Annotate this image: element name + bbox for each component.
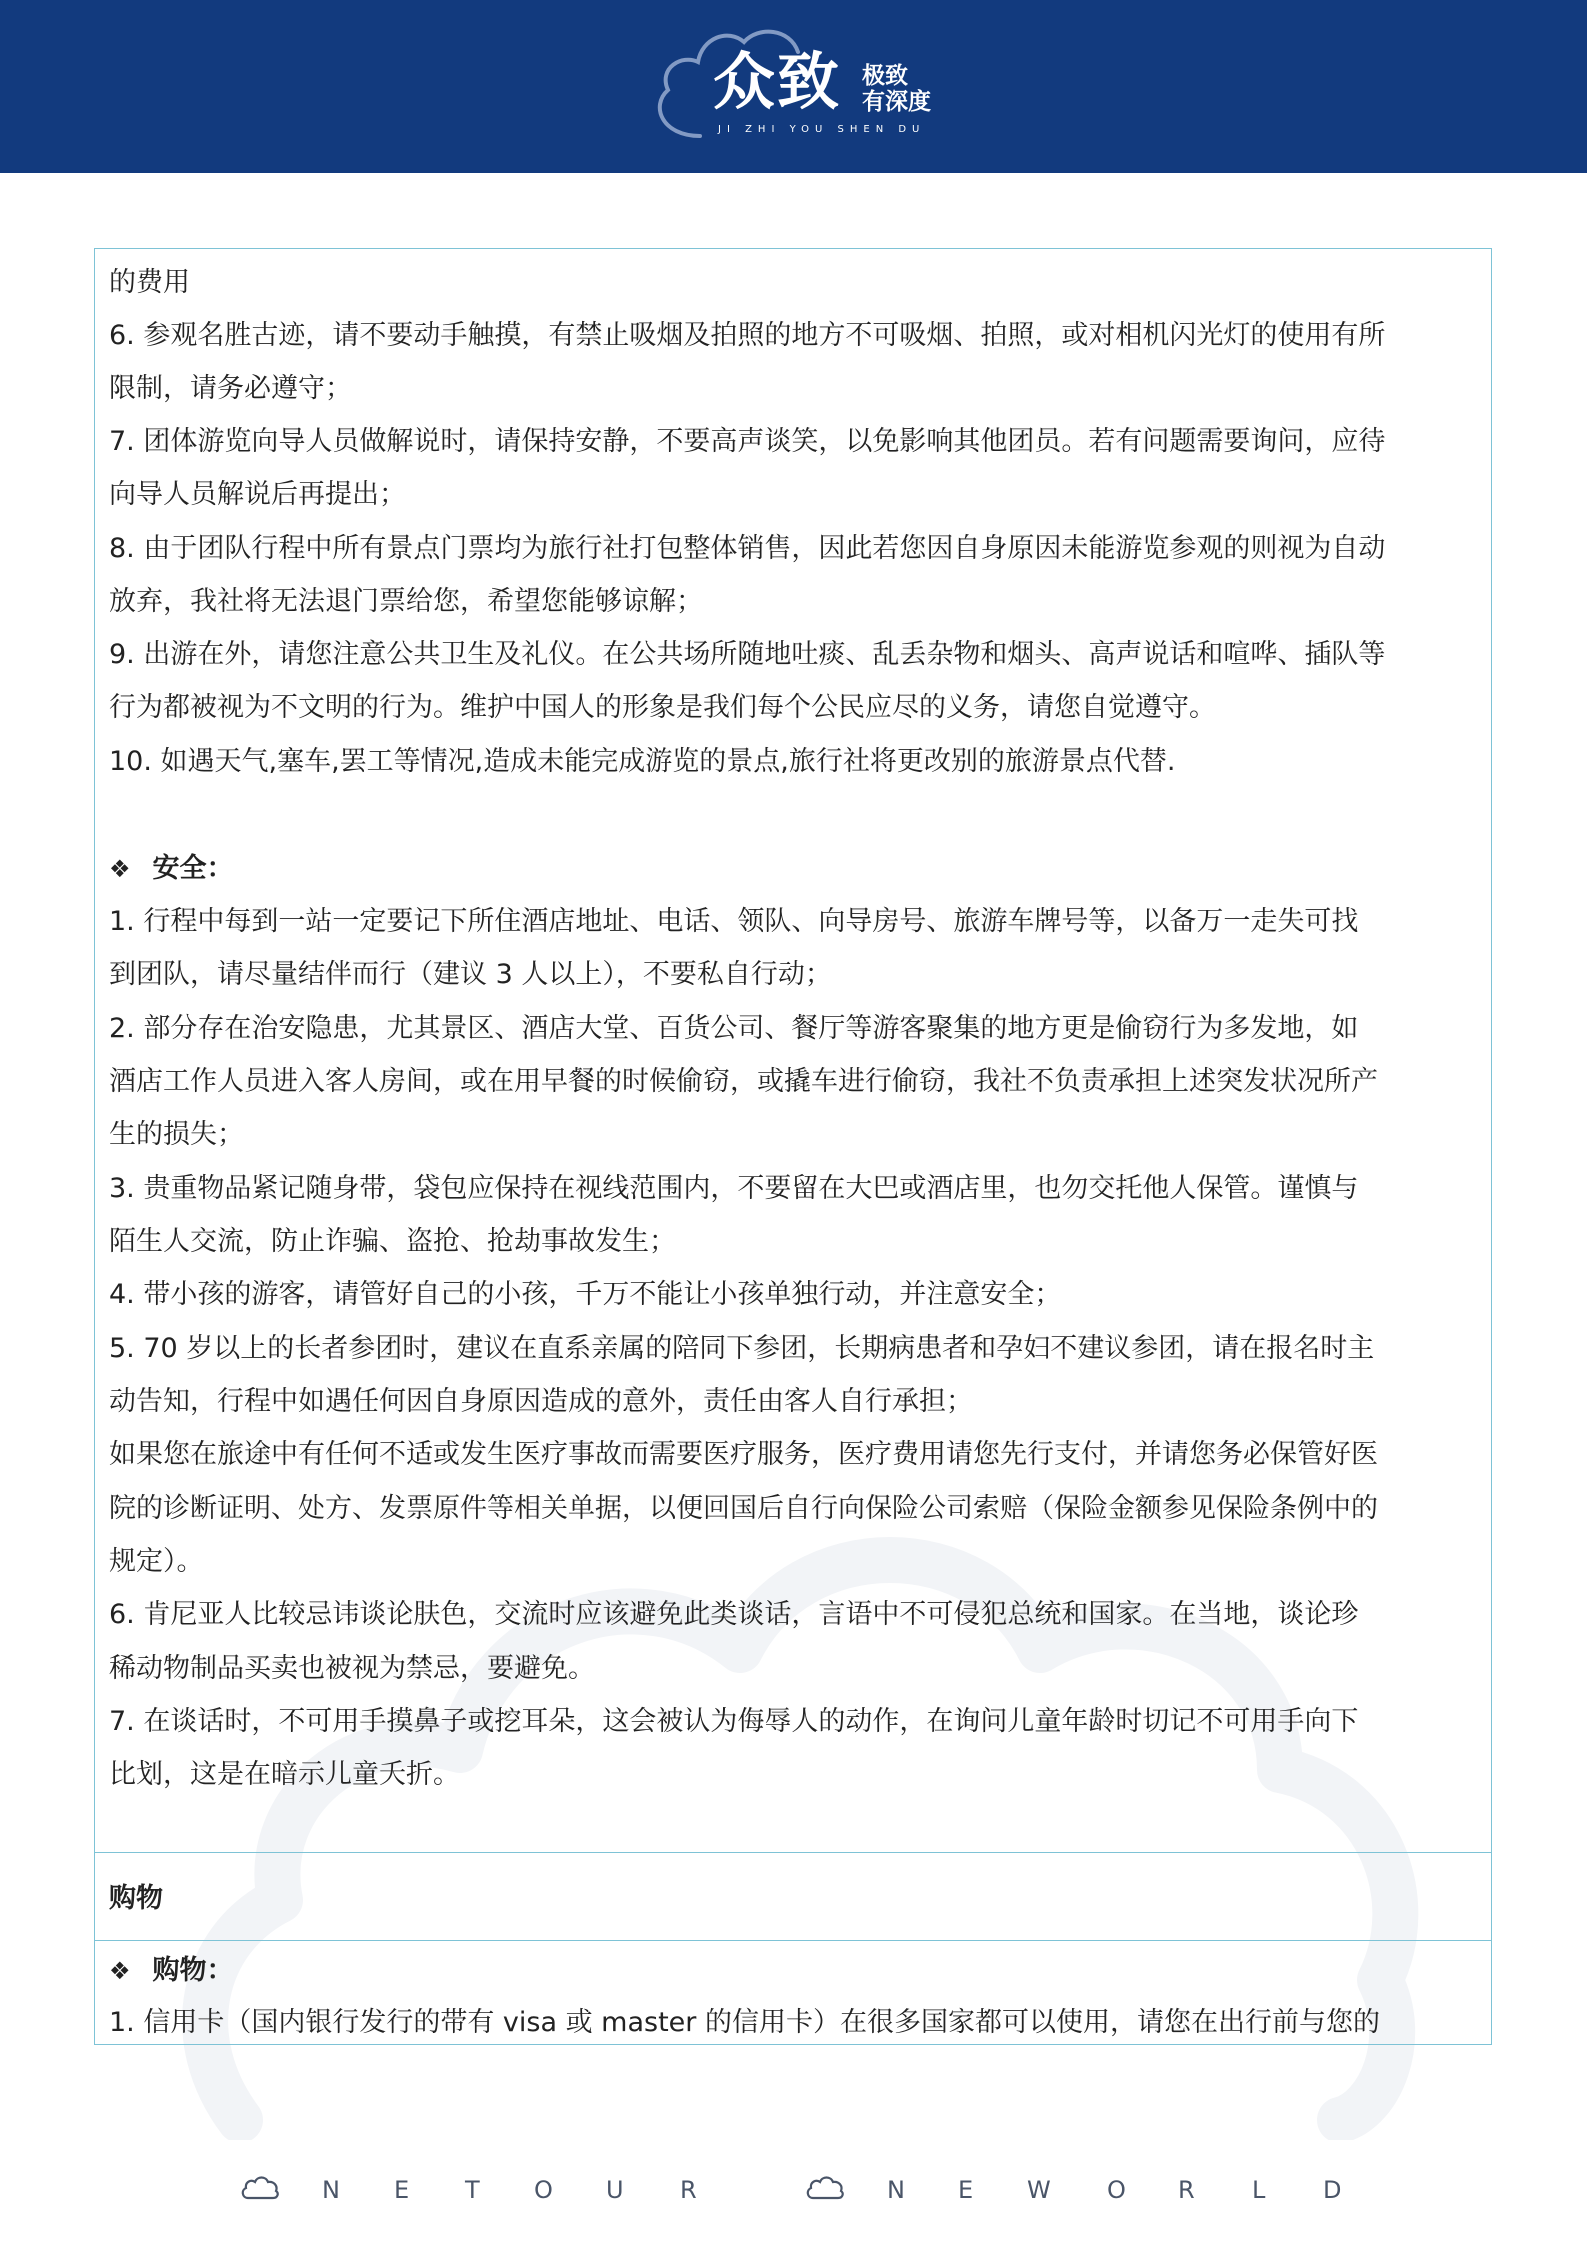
text-line: 4. 带小孩的游客，请管好自己的小孩，千万不能让小孩单独行动，并注意安全； — [109, 1279, 1062, 1310]
shopping-heading — [109, 1955, 234, 1987]
text-line: 规定）。 — [109, 1546, 204, 1577]
footer-letter: N — [322, 2176, 340, 2204]
text-line: 动告知，行程中如遇任何因自身原因造成的意外，责任由客人自行承担； — [109, 1386, 973, 1417]
footer-letter: U — [606, 2176, 624, 2204]
row-divider — [95, 1940, 1491, 1941]
content-table — [94, 248, 1492, 2045]
footer-letter: O — [534, 2176, 553, 2204]
text-line: 限制，请务必遵守； — [109, 373, 352, 404]
shopping-section-title: 购物 — [109, 1883, 163, 1914]
text-line: 5. 70 岁以上的长者参团时，建议在直系亲属的陪同下参团，长期病患者和孕妇不建议参团，请在报名时主 — [109, 1333, 1375, 1364]
brand-logo — [640, 18, 960, 158]
text-line: 放弃，我社将无法退门票给您，希望您能够谅解； — [109, 586, 703, 617]
diamond-bullet-icon: ❖ — [109, 855, 131, 883]
footer-letter: W — [1027, 2176, 1051, 2204]
footer-letter: E — [958, 2176, 974, 2204]
text-line: 生的损失； — [109, 1119, 244, 1150]
footer-letter: N — [887, 2176, 905, 2204]
footer-letter: L — [1252, 2176, 1266, 2204]
row-divider — [95, 1852, 1491, 1853]
text-line: 稀动物制品买卖也被视为禁忌，要避免。 — [109, 1653, 595, 1684]
logo-main-text: 众致 — [713, 45, 842, 118]
footer-letter: E — [394, 2176, 410, 2204]
text-line: 6. 肯尼亚人比较忌讳谈论肤色，交流时应该避免此类谈话，言语中不可侵犯总统和国家。在当地，谈论珍 — [109, 1599, 1359, 1630]
footer-letter: O — [1107, 2176, 1126, 2204]
text-line: 如果您在旅途中有任何不适或发生医疗事故而需要医疗服务，医疗费用请您先行支付，并请您务必保管好医 — [109, 1439, 1378, 1470]
text-line: 的费用 — [109, 267, 190, 298]
text-line: 1. 行程中每到一站一定要记下所住酒店地址、电话、领队、向导房号、旅游车牌号等，以备万一走失可找 — [109, 906, 1359, 937]
text-line: 到团队，请尽量结伴而行（建议 3 人以上），不要私自行动； — [109, 959, 832, 990]
page-footer — [0, 2160, 1587, 2220]
page-header — [0, 0, 1587, 173]
text-line: 比划，这是在暗示儿童夭折。 — [109, 1759, 460, 1790]
cloud-icon — [805, 2174, 845, 2202]
footer-letter: D — [1323, 2176, 1342, 2204]
cloud-icon — [240, 2174, 280, 2202]
footer-letter: R — [680, 2176, 697, 2204]
shopping-heading-label: 购物： — [152, 1955, 234, 1986]
logo-slogan-bottom: 有深度 — [862, 89, 931, 115]
footer-letter: T — [465, 2176, 480, 2204]
text-line: 院的诊断证明、处方、发票原件等相关单据，以便回国后自行向保险公司索赔（保险金额参见保险条例中的 — [109, 1493, 1378, 1524]
text-line: 2. 部分存在治安隐患，尤其景区、酒店大堂、百货公司、餐厅等游客聚集的地方更是偷窃行为多发地，如 — [109, 1013, 1359, 1044]
logo-slogan-top: 极致 — [862, 63, 908, 89]
text-line: 酒店工作人员进入客人房间，或在用早餐的时候偷窃，或撬车进行偷窃，我社不负责承担上述突发状况所产 — [109, 1066, 1378, 1097]
logo-slogan — [862, 63, 942, 115]
text-line: 向导人员解说后再提出； — [109, 479, 406, 510]
logo-pinyin: JI ZHI YOU SHEN DU — [718, 124, 926, 135]
text-line: 1. 信用卡（国内银行发行的带有 visa 或 master 的信用卡）在很多国家都可以使用，请您在出行前与您的 — [109, 2007, 1380, 2038]
text-line: 10. 如遇天气,塞车,罢工等情况,造成未能完成游览的景点,旅行社将更改别的旅游景点代替. — [109, 746, 1176, 777]
text-line: 3. 贵重物品紧记随身带，袋包应保持在视线范围内，不要留在大巴或酒店里，也勿交托他人保管。谨慎与 — [109, 1173, 1359, 1204]
safety-heading — [109, 853, 234, 885]
text-line: 7. 在谈话时，不可用手摸鼻子或挖耳朵，这会被认为侮辱人的动作，在询问儿童年龄时切记不可用手向下 — [109, 1706, 1359, 1737]
text-line: 8. 由于团队行程中所有景点门票均为旅行社打包整体销售，因此若您因自身原因未能游览参观的则视为自动 — [109, 533, 1386, 564]
footer-letter: R — [1178, 2176, 1195, 2204]
safety-heading-label: 安全： — [152, 853, 234, 884]
text-line: 陌生人交流，防止诈骗、盗抢、抢劫事故发生； — [109, 1226, 676, 1257]
text-line: 7. 团体游览向导人员做解说时，请保持安静，不要高声谈笑，以免影响其他团员。若有问题需要询问，应待 — [109, 426, 1386, 457]
diamond-bullet-icon: ❖ — [109, 1957, 131, 1985]
text-line: 行为都被视为不文明的行为。维护中国人的形象是我们每个公民应尽的义务，请您自觉遵守。 — [109, 692, 1216, 723]
text-line: 9. 出游在外，请您注意公共卫生及礼仪。在公共场所随地吐痰、乱丢杂物和烟头、高声说话和喧哗、插队等 — [109, 639, 1386, 670]
text-line: 6. 参观名胜古迹，请不要动手触摸，有禁止吸烟及拍照的地方不可吸烟、拍照，或对相机闪光灯的使用有所 — [109, 320, 1386, 351]
